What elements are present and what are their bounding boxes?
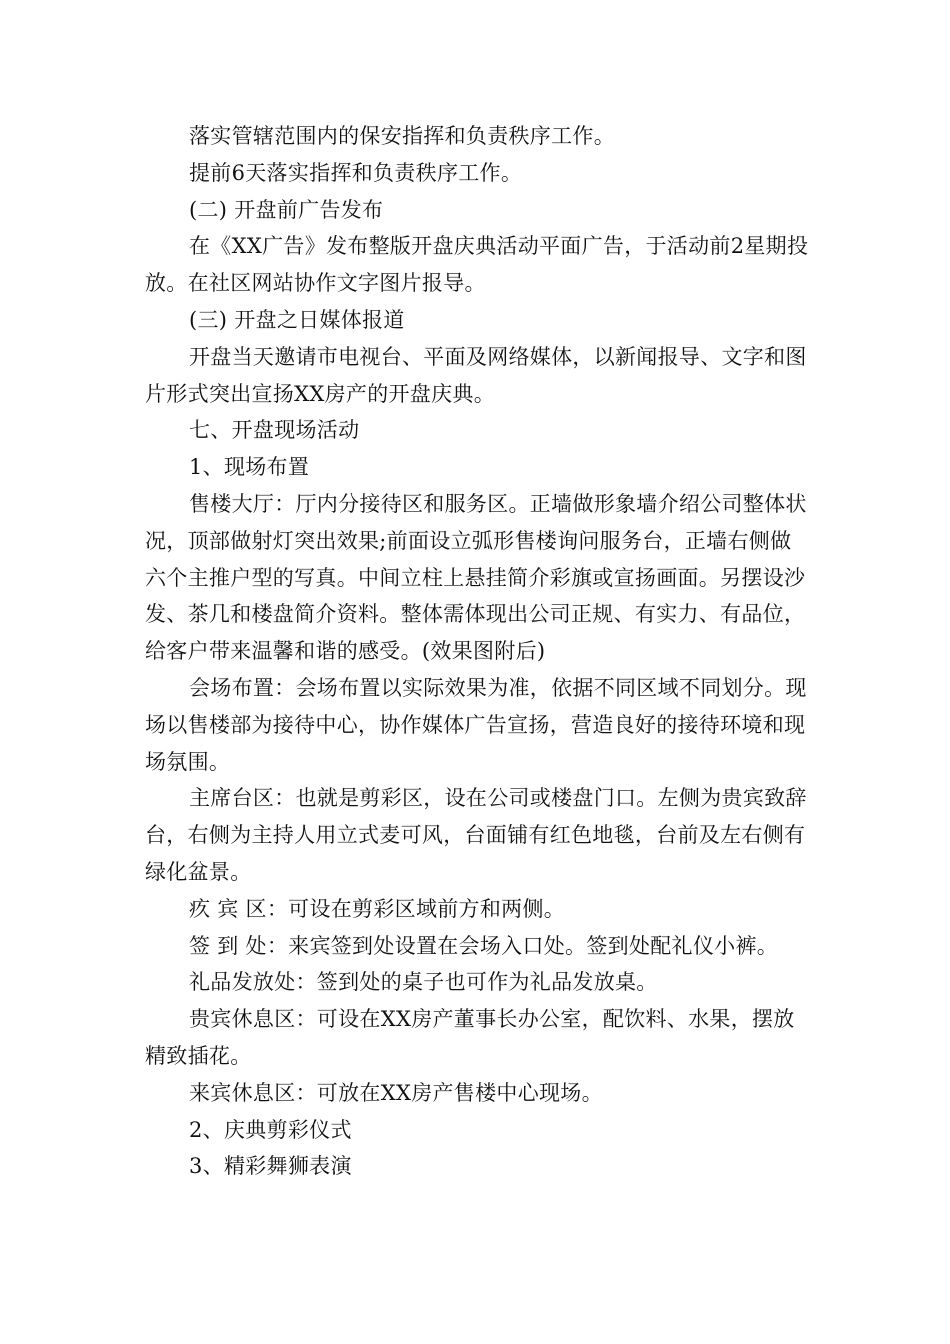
paragraph-gift-desk: 礼品发放处：签到处的桌子也可作为礼品发放桌。 bbox=[189, 970, 658, 995]
paragraph-venue-layout: 会场布置：会场布置以实际效果为准，依据不同区域不同划分。现场以售楼部为接待中心，协作媒体广告宣扬，营造良好的接待环境和现场氛围。 bbox=[145, 675, 807, 774]
heading-pre-opening-ads: (二) 开盘前广告发布 bbox=[189, 197, 384, 222]
document-body bbox=[145, 118, 810, 1185]
paragraph-ad-publishing: 在《XX广告》发布整版开盘庆典活动平面广告，于活动前2星期投放。在社区网站协作文字图片报导。 bbox=[145, 234, 809, 296]
paragraph-guest-area: 疚 宾 区：可设在剪彩区域前方和两侧。 bbox=[189, 896, 566, 921]
paragraph-six-days-ahead: 提前6天落实指挥和负责秩序工作。 bbox=[189, 160, 523, 185]
paragraph-security-duty: 落实管辖范围内的保安指挥和负责秩序工作。 bbox=[189, 124, 615, 148]
paragraph-sales-hall: 售楼大厅：厅内分接待区和服务区。正墙做形象墙介绍公司整体状况，顶部做射灯突出效果;前面设立弧形售楼询问服务台，正墙右侧做六个主推户型的写真。中间立柱上悬挂简介彩旗或宣扬画面。另摆设沙发、茶几和楼盘简介资料。整体需体现出公司正规、有实力、有品位，给客户带来温馨和谐的感受。(效果图附后) bbox=[145, 491, 807, 664]
paragraph-rostrum-area: 主席台区：也就是剪彩区，设在公司或楼盘门口。左侧为贵宾致辞台，右侧为主持人用立式麦可风，台面铺有红色地毯，台前及左右侧有绿化盆景。 bbox=[145, 786, 807, 884]
paragraph-guest-lounge: 来宾休息区：可放在XX房产售楼中心现场。 bbox=[189, 1080, 603, 1105]
paragraph-sign-in-desk: 签 到 处：来宾签到处设置在会场入口处。签到处配礼仪小裤。 bbox=[189, 933, 779, 958]
heading-site-layout: 1、现场布置 bbox=[189, 455, 310, 480]
heading-onsite-activities: 七、开盘现场活动 bbox=[189, 418, 360, 443]
heading-ribbon-cutting: 2、庆典剪彩仪式 bbox=[189, 1117, 352, 1142]
paragraph-vip-lounge: 贵宾休息区：可设在XX房产董事长办公室，配饮料、水果，摆放精致插花。 bbox=[145, 1007, 795, 1068]
heading-lion-dance: 3、精彩舞狮表演 bbox=[189, 1154, 352, 1179]
heading-opening-day-media: (三) 开盘之日媒体报道 bbox=[189, 307, 405, 332]
paragraph-media-invitation: 开盘当天邀请市电视台、平面及网络媒体，以新闻报导、文字和图片形式突出宣扬XX房产的开盘庆典。 bbox=[145, 344, 807, 406]
